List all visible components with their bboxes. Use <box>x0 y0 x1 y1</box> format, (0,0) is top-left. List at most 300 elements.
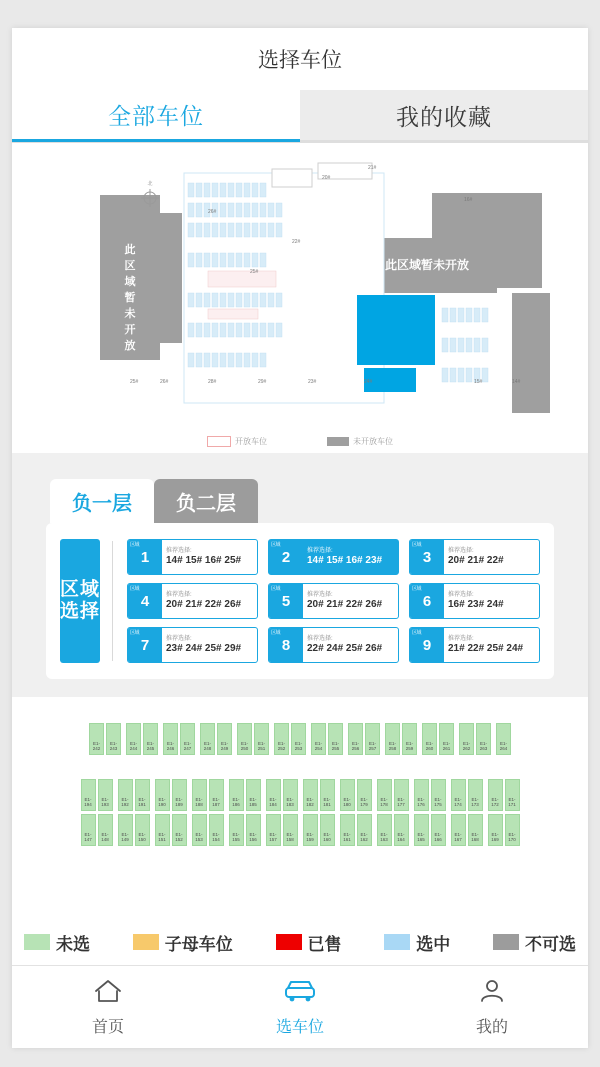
parking-spot[interactable] <box>89 723 104 755</box>
parking-spot[interactable] <box>217 723 232 755</box>
parking-spot[interactable] <box>303 779 318 811</box>
svg-text:16#: 16# <box>464 197 473 203</box>
zone-hint-6: 推荐选择: <box>448 591 474 598</box>
parking-spot-label: E1- 152 <box>175 832 183 843</box>
parking-spot-label: E1- 167 <box>454 832 462 843</box>
nav-label-home: 首页 <box>91 1018 124 1036</box>
parking-spot-label: E1- 154 <box>212 832 220 843</box>
parking-spot-label: E1- 184 <box>269 797 277 808</box>
spot-pair <box>377 779 409 811</box>
zone-hint-5: 推荐选择: <box>307 591 333 598</box>
parking-spot-label: E1- 262 <box>462 741 471 752</box>
parking-spot-label: E1- 258 <box>388 741 397 752</box>
svg-text:区: 区 <box>124 260 136 272</box>
zone-divider <box>112 541 113 661</box>
parking-spot-label: E1- 260 <box>425 741 434 752</box>
zone-badge-2: 区域 <box>271 542 281 548</box>
parking-spot[interactable] <box>340 779 355 811</box>
parking-spot-label: E1- 257 <box>368 741 377 752</box>
svg-text:北: 北 <box>147 181 153 187</box>
parking-spot[interactable] <box>357 779 372 811</box>
zone-num-text-3: 3 <box>422 548 432 566</box>
zone-hint-8: 推荐选择: <box>307 635 333 642</box>
parking-spot-label: E1- 250 <box>240 741 249 752</box>
zone-number-6 <box>410 584 444 618</box>
zone-item-1[interactable] <box>127 539 258 575</box>
spot-pair <box>192 814 224 846</box>
nav-item-home[interactable] <box>12 966 204 1048</box>
zone-badge-9: 区域 <box>412 630 422 636</box>
parking-spot[interactable] <box>476 723 491 755</box>
parking-spot-label: E1- 159 <box>306 832 314 843</box>
legend-selected <box>384 930 450 955</box>
car-icon <box>283 978 317 1009</box>
legend-unavailable-label: 不可选 <box>525 934 576 954</box>
parking-spot[interactable] <box>394 779 409 811</box>
floor-tabs <box>12 479 588 523</box>
parking-spot-label: E1- 181 <box>323 797 331 808</box>
parking-spot[interactable] <box>394 814 409 846</box>
parking-spot[interactable] <box>451 814 466 846</box>
spot-pair <box>163 723 195 755</box>
parking-spot-label: E1- 178 <box>380 797 388 808</box>
spot-pair <box>303 814 335 846</box>
parking-spot-label: E1- 170 <box>508 832 516 843</box>
parking-spot-label: E1- 242 <box>92 741 101 752</box>
zone-item-6[interactable] <box>409 583 540 619</box>
zone-hint-1: 推荐选择: <box>166 547 192 554</box>
parking-spot[interactable] <box>328 723 343 755</box>
svg-text:21#: 21# <box>368 165 377 171</box>
parking-spot[interactable] <box>274 723 289 755</box>
parking-spot[interactable] <box>431 779 446 811</box>
parking-spot[interactable] <box>283 814 298 846</box>
svg-text:28#: 28# <box>208 379 217 385</box>
nav-item-select-spot[interactable] <box>204 966 396 1048</box>
tab-my-favorites[interactable]: 我的收藏 <box>300 90 588 142</box>
zone-item-4[interactable] <box>127 583 258 619</box>
nav-item-mine[interactable] <box>396 966 588 1048</box>
zone-item-9[interactable] <box>409 627 540 663</box>
parking-spot[interactable] <box>229 814 244 846</box>
parking-spot-label: E1- 251 <box>257 741 266 752</box>
svg-text:26#: 26# <box>160 379 169 385</box>
spot-pair <box>229 779 261 811</box>
floor-tab-b1[interactable]: 负一层 <box>50 479 154 523</box>
parking-spot[interactable] <box>266 779 281 811</box>
spot-pair <box>274 723 306 755</box>
zone-badge-3: 区域 <box>412 542 422 548</box>
parking-spot-label: E1- 256 <box>351 741 360 752</box>
parking-spot[interactable] <box>172 779 187 811</box>
tab-all-spots[interactable]: 全部车位 <box>12 90 300 142</box>
spot-pair <box>118 779 150 811</box>
parking-spot[interactable] <box>414 814 429 846</box>
parking-spot-label: E1- 186 <box>232 797 240 808</box>
zone-hint-3: 推荐选择: <box>448 547 474 554</box>
parking-spot[interactable] <box>81 779 96 811</box>
zone-text-9 <box>444 636 539 654</box>
svg-text:放: 放 <box>124 340 136 352</box>
zone-buildings-5: 20# 21# 22# 26# <box>307 598 383 610</box>
top-tabs <box>12 90 588 143</box>
zone-number-3 <box>410 540 444 574</box>
parking-spot[interactable] <box>422 723 437 755</box>
zone-buildings-9: 21# 22# 25# 24# <box>448 642 524 654</box>
parking-spot-label: E1- 190 <box>158 797 166 808</box>
zone-text-1 <box>162 548 257 566</box>
parking-spots-grid[interactable] <box>12 697 588 919</box>
spot-pair <box>311 723 343 755</box>
parking-spot-label: E1- 261 <box>442 741 451 752</box>
legend-free <box>24 930 90 955</box>
parking-spot-label: E1- 194 <box>84 797 92 808</box>
zone-text-2 <box>303 548 398 566</box>
map-legend <box>12 436 588 447</box>
parking-spot[interactable] <box>98 814 113 846</box>
map-legend-open-label: 开放车位 <box>235 437 267 446</box>
zone-number-1 <box>128 540 162 574</box>
spot-status-legend <box>12 919 588 965</box>
spot-pair <box>451 814 483 846</box>
parking-spot[interactable] <box>126 723 141 755</box>
parking-spot[interactable] <box>505 779 520 811</box>
zone-hint-4: 推荐选择: <box>166 591 192 598</box>
parking-spot-label: E1- 176 <box>417 797 425 808</box>
parking-spot[interactable] <box>505 814 520 846</box>
parking-spot[interactable] <box>459 723 474 755</box>
parking-spot-label: E1- 161 <box>343 832 351 843</box>
zone-number-2 <box>269 540 303 574</box>
parking-spot-label: E1- 148 <box>101 832 109 843</box>
parking-spot[interactable] <box>468 779 483 811</box>
parking-spot-label: E1- 253 <box>294 741 303 752</box>
parking-spot[interactable] <box>200 723 215 755</box>
spot-pair <box>459 723 491 755</box>
parking-spot[interactable] <box>192 814 207 846</box>
parking-spot[interactable] <box>229 779 244 811</box>
svg-text:20#: 20# <box>322 175 331 181</box>
parking-spot-label: E1- 191 <box>138 797 146 808</box>
parking-spot[interactable] <box>106 723 121 755</box>
svg-text:24#: 24# <box>364 379 373 385</box>
zone-select-label: 区域选择 <box>60 539 100 663</box>
legend-parent-child-label: 子母车位 <box>164 934 233 954</box>
svg-text:此区域暂未开放: 此区域暂未开放 <box>384 258 470 272</box>
parking-spot[interactable] <box>311 723 326 755</box>
parking-spot[interactable] <box>439 723 454 755</box>
zone-buildings-7: 23# 24# 25# 29# <box>166 642 242 654</box>
parking-spot-label: E1- 164 <box>397 832 405 843</box>
svg-text:15#: 15# <box>474 379 483 385</box>
parking-spot-label: E1- 193 <box>101 797 109 808</box>
spot-pair <box>155 779 187 811</box>
parking-spot-label: E1- 179 <box>360 797 368 808</box>
zone-badge-4: 区域 <box>130 586 140 592</box>
spot-pair <box>81 814 113 846</box>
zone-buildings-6: 16# 23# 24# <box>448 598 504 610</box>
home-icon <box>93 978 123 1009</box>
zone-text-7 <box>162 636 257 654</box>
parking-spot-label: E1- 173 <box>471 797 479 808</box>
zone-buildings-3: 20# 21# 22# <box>448 554 504 566</box>
legend-parent-child-swatch <box>133 934 159 950</box>
parking-spot-label: E1- 188 <box>195 797 203 808</box>
parking-spot[interactable] <box>172 814 187 846</box>
parking-spot-label: E1- 192 <box>121 797 129 808</box>
svg-text:未: 未 <box>124 308 136 320</box>
parking-spot[interactable] <box>385 723 400 755</box>
zone-badge-7: 区域 <box>130 630 140 636</box>
parking-spot-label: E1- 168 <box>471 832 479 843</box>
parking-spot-label: E1- 174 <box>454 797 462 808</box>
parking-spot[interactable] <box>431 814 446 846</box>
parking-spot[interactable] <box>451 779 466 811</box>
parking-spot[interactable] <box>320 814 335 846</box>
parking-spot[interactable] <box>118 779 133 811</box>
spot-pair <box>266 814 298 846</box>
zone-badge-5: 区域 <box>271 586 281 592</box>
parking-spot-label: E1- 185 <box>249 797 257 808</box>
zone-text-8 <box>303 636 398 654</box>
zone-grid <box>127 539 540 663</box>
parking-spot-label: E1- 187 <box>212 797 220 808</box>
parking-spot-label: E1- 254 <box>314 741 323 752</box>
spot-pair <box>200 723 232 755</box>
spot-pair <box>451 779 483 811</box>
parking-spot-label: E1- 177 <box>397 797 405 808</box>
map-legend-closed-label: 未开放车位 <box>353 437 393 446</box>
zone-card <box>46 523 554 679</box>
spot-pair <box>348 723 380 755</box>
spot-pair <box>496 723 511 755</box>
parking-spot-label: E1- 155 <box>232 832 240 843</box>
zone-num-text-9: 9 <box>422 636 432 654</box>
legend-sold-swatch <box>276 934 302 950</box>
parking-spot-label: E1- 158 <box>286 832 294 843</box>
zone-num-text-4: 4 <box>140 592 150 610</box>
parking-spot[interactable] <box>254 723 269 755</box>
parking-spot-label: E1- 189 <box>175 797 183 808</box>
zone-badge-1: 区域 <box>130 542 140 548</box>
parking-spot[interactable] <box>348 723 363 755</box>
spot-pair <box>422 723 454 755</box>
zone-number-7 <box>128 628 162 662</box>
parking-spot[interactable] <box>135 814 150 846</box>
parking-spot-label: E1- 180 <box>343 797 351 808</box>
svg-text:14#: 14# <box>512 379 521 385</box>
user-icon <box>478 978 506 1009</box>
parking-spot[interactable] <box>163 723 178 755</box>
parking-spot-label: E1- 171 <box>508 797 516 808</box>
parking-spot[interactable] <box>155 814 170 846</box>
parking-spot[interactable] <box>320 779 335 811</box>
parking-spot[interactable] <box>340 814 355 846</box>
page-title: 选择车位 <box>12 28 588 90</box>
svg-text:25#: 25# <box>250 269 259 275</box>
spot-pair <box>414 814 446 846</box>
spot-pair <box>303 779 335 811</box>
parking-spot[interactable] <box>365 723 380 755</box>
zone-badge-6: 区域 <box>412 586 422 592</box>
parking-spot[interactable] <box>155 779 170 811</box>
spot-pair <box>229 814 261 846</box>
zone-text-3 <box>444 548 539 566</box>
parking-spot-label: E1- 175 <box>434 797 442 808</box>
zone-number-5 <box>269 584 303 618</box>
parking-spot[interactable] <box>237 723 252 755</box>
zone-item-2[interactable] <box>268 539 399 575</box>
closed-swatch <box>327 437 349 446</box>
legend-sold-label: 已售 <box>307 934 342 954</box>
zone-hint-9: 推荐选择: <box>448 635 474 642</box>
svg-text:25#: 25# <box>130 379 139 385</box>
parking-spot-label: E1- 166 <box>434 832 442 843</box>
parking-spot-label: E1- 169 <box>491 832 499 843</box>
nav-label-mine: 我的 <box>475 1018 508 1036</box>
parking-spot[interactable] <box>246 814 261 846</box>
parking-spot-label: E1- 149 <box>121 832 129 843</box>
parking-spot[interactable] <box>377 779 392 811</box>
parking-spot-label: E1- 246 <box>166 741 175 752</box>
parking-map[interactable] <box>12 143 588 465</box>
spot-pair <box>414 779 446 811</box>
parking-spot[interactable] <box>209 814 224 846</box>
parking-spot[interactable] <box>143 723 158 755</box>
bottom-navigation <box>12 965 588 1048</box>
zone-number-9 <box>410 628 444 662</box>
zone-buildings-1: 14# 15# 16# 25# <box>166 554 242 566</box>
zone-item-3[interactable] <box>409 539 540 575</box>
svg-text:23#: 23# <box>308 379 317 385</box>
parking-spot-label: E1- 147 <box>84 832 92 843</box>
parking-spot[interactable] <box>414 779 429 811</box>
spot-pair <box>89 723 121 755</box>
spot-pair <box>488 814 520 846</box>
zone-num-text-8: 8 <box>281 636 291 654</box>
zone-text-6 <box>444 592 539 610</box>
floor-zone-section <box>12 465 588 697</box>
floor-tab-b2[interactable]: 负二层 <box>154 479 258 523</box>
zone-number-4 <box>128 584 162 618</box>
spot-pair <box>266 779 298 811</box>
svg-text:域: 域 <box>124 276 136 288</box>
nav-label-select-spot: 选车位 <box>275 1018 324 1036</box>
spot-pair <box>118 814 150 846</box>
parking-spot[interactable] <box>488 779 503 811</box>
legend-free-swatch <box>24 934 50 950</box>
parking-spot-label: E1- 165 <box>417 832 425 843</box>
parking-spot[interactable] <box>377 814 392 846</box>
parking-spot-label: E1- 183 <box>286 797 294 808</box>
map-legend-open <box>207 436 267 447</box>
spot-row <box>26 779 574 811</box>
parking-spot[interactable] <box>118 814 133 846</box>
map-graphic <box>12 143 588 443</box>
parking-spot-label: E1- 259 <box>405 741 414 752</box>
spot-pair <box>81 779 113 811</box>
parking-spot[interactable] <box>283 779 298 811</box>
open-swatch <box>207 436 231 447</box>
parking-spot-label: E1- 156 <box>249 832 257 843</box>
zone-item-5[interactable] <box>268 583 399 619</box>
parking-spot[interactable] <box>98 779 113 811</box>
parking-spot[interactable] <box>303 814 318 846</box>
parking-spot[interactable] <box>135 779 150 811</box>
legend-parent-child <box>133 930 233 955</box>
zone-num-text-6: 6 <box>422 592 432 610</box>
parking-spot[interactable] <box>246 779 261 811</box>
zone-item-7[interactable] <box>127 627 258 663</box>
zone-hint-2: 推荐选择: <box>307 547 333 554</box>
svg-text:26#: 26# <box>208 209 217 215</box>
parking-spot[interactable] <box>192 779 207 811</box>
legend-selected-swatch <box>384 934 410 950</box>
parking-spot[interactable] <box>357 814 372 846</box>
parking-spot[interactable] <box>180 723 195 755</box>
parking-spot[interactable] <box>402 723 417 755</box>
zone-text-4 <box>162 592 257 610</box>
parking-spot-label: E1- 150 <box>138 832 146 843</box>
parking-spot[interactable] <box>266 814 281 846</box>
zone-buildings-2: 14# 15# 16# 23# <box>307 554 383 566</box>
spot-pair <box>340 814 372 846</box>
zone-number-8 <box>269 628 303 662</box>
zone-num-text-2: 2 <box>281 548 291 566</box>
legend-selected-label: 选中 <box>416 934 451 954</box>
parking-spot-label: E1- 182 <box>306 797 314 808</box>
spot-pair <box>237 723 269 755</box>
zone-num-text-5: 5 <box>281 592 291 610</box>
app-screen <box>12 28 588 1048</box>
zone-buildings-8: 22# 24# 25# 26# <box>307 642 383 654</box>
spot-pair <box>385 723 417 755</box>
zone-badge-8: 区域 <box>271 630 281 636</box>
parking-spot[interactable] <box>468 814 483 846</box>
zone-hint-7: 推荐选择: <box>166 635 192 642</box>
parking-spot-label: E1- 243 <box>109 741 118 752</box>
zone-buildings-4: 20# 21# 22# 26# <box>166 598 242 610</box>
parking-spot-label: E1- 151 <box>158 832 166 843</box>
svg-text:22#: 22# <box>292 239 301 245</box>
legend-sold <box>276 930 342 955</box>
svg-text:暂: 暂 <box>124 292 136 304</box>
parking-spot[interactable] <box>488 814 503 846</box>
zone-text-5 <box>303 592 398 610</box>
parking-spot-label: E1- 264 <box>499 741 508 752</box>
parking-spot[interactable] <box>291 723 306 755</box>
spot-pair <box>155 814 187 846</box>
spot-pair <box>340 779 372 811</box>
parking-spot[interactable] <box>209 779 224 811</box>
parking-spot-label: E1- 255 <box>331 741 340 752</box>
parking-spot[interactable] <box>81 814 96 846</box>
parking-spot-label: E1- 248 <box>203 741 212 752</box>
parking-spot-label: E1- 244 <box>129 741 138 752</box>
parking-spot-label: E1- 247 <box>183 741 192 752</box>
parking-spot-label: E1- 163 <box>380 832 388 843</box>
parking-spot-label: E1- 172 <box>491 797 499 808</box>
parking-spot-label: E1- 249 <box>220 741 229 752</box>
parking-spot-label: E1- 263 <box>479 741 488 752</box>
spot-pair <box>377 814 409 846</box>
zone-item-8[interactable] <box>268 627 399 663</box>
parking-spot-label: E1- 153 <box>195 832 203 843</box>
map-legend-closed <box>327 436 393 447</box>
parking-spot[interactable] <box>496 723 511 755</box>
spot-pair <box>126 723 158 755</box>
zone-num-text-1: 1 <box>140 548 150 566</box>
